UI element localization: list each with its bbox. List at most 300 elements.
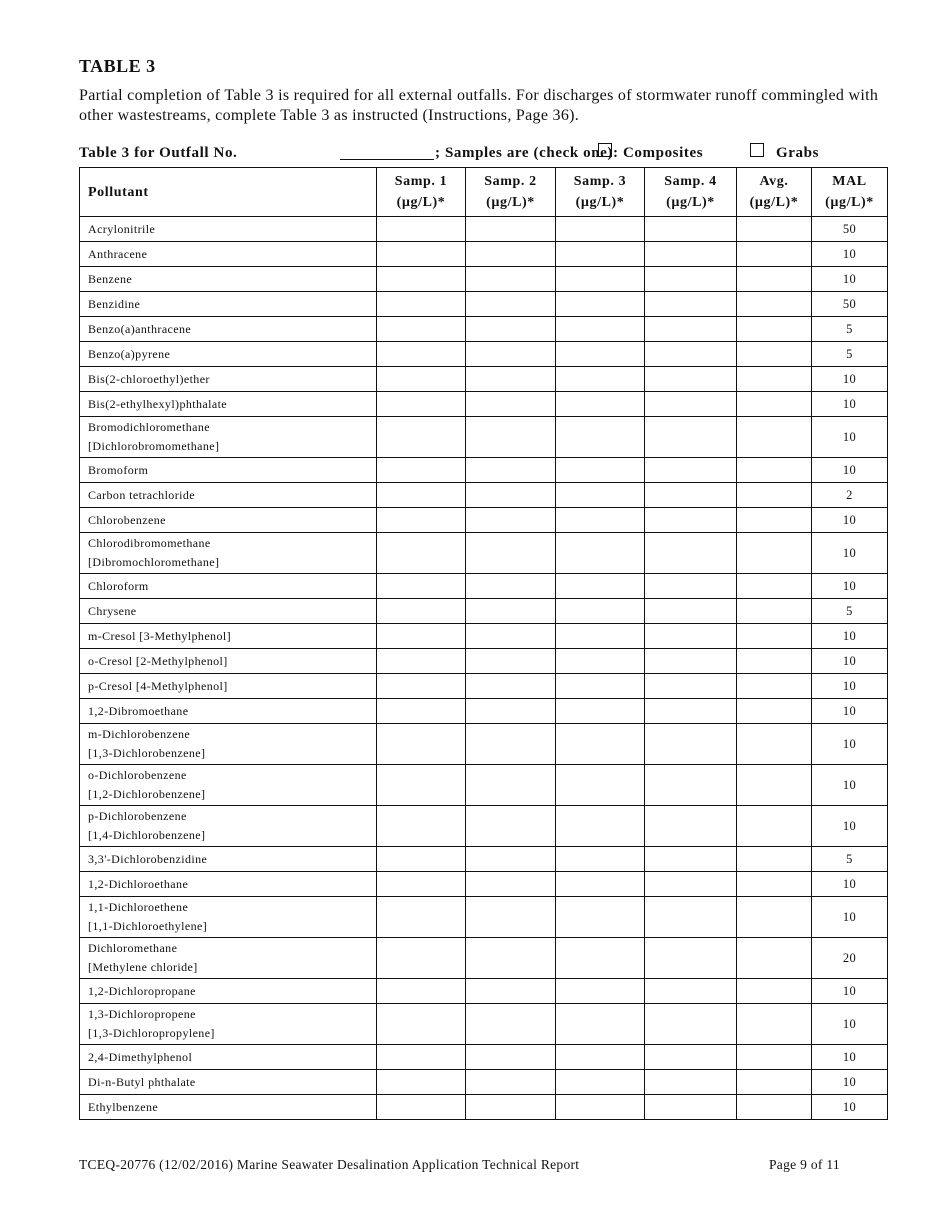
pollutant-name: 1,3-Dichloropropene: [88, 1007, 196, 1021]
table-row: [80, 483, 888, 508]
pollutant-synonym: [1,3-Dichloropropylene]: [88, 1026, 215, 1040]
samp1-input-cell[interactable]: [377, 483, 466, 508]
samp1-input-cell[interactable]: [377, 599, 466, 624]
samp2-input-cell[interactable]: [466, 847, 556, 872]
samp2-input-cell[interactable]: [466, 806, 556, 847]
samp3-input-cell[interactable]: [556, 367, 645, 392]
samp2-input-cell[interactable]: [466, 599, 556, 624]
samp1-input-cell[interactable]: [377, 342, 466, 367]
samp3-input-cell[interactable]: [556, 574, 645, 599]
samp1-input-cell[interactable]: [377, 417, 466, 458]
samp2-input-cell[interactable]: [466, 699, 556, 724]
mal-value: 10: [812, 699, 888, 724]
mal-value: 10: [812, 806, 888, 847]
samp4-input-cell[interactable]: [645, 1045, 737, 1070]
pollutant-name-cell: [80, 458, 377, 483]
samp4-input-cell[interactable]: [645, 483, 737, 508]
footer-page-number: Page 9 of 11: [769, 1157, 840, 1172]
outfall-label: Table 3 for Outfall No.: [79, 145, 238, 161]
pollutant-name: Chlorobenzene: [88, 512, 166, 527]
avg-input-cell[interactable]: [737, 458, 812, 483]
pollutant-name: m-Cresol [3-Methylphenol]: [88, 628, 231, 643]
mal-value: 5: [812, 317, 888, 342]
samp2-input-cell[interactable]: [466, 342, 556, 367]
avg-input-cell[interactable]: [737, 1045, 812, 1070]
pollutant-synonym: [1,1-Dichloroethylene]: [88, 919, 208, 933]
pollutant-synonym: [1,2-Dichlorobenzene]: [88, 787, 206, 801]
mal-value: 5: [812, 599, 888, 624]
mal-value: 10: [812, 392, 888, 417]
table-header-row: [80, 168, 888, 217]
samp2-input-cell[interactable]: [466, 765, 556, 806]
pollutant-name-cell: [80, 724, 377, 765]
samp3-input-cell[interactable]: [556, 417, 645, 458]
samp3-input-cell[interactable]: [556, 724, 645, 765]
avg-input-cell[interactable]: [737, 649, 812, 674]
samp4-input-cell[interactable]: [645, 217, 737, 242]
pollutant-name-cell: [80, 1095, 377, 1120]
pollutant-name: Dichloromethane: [88, 941, 178, 955]
samp1-input-cell[interactable]: [377, 1004, 466, 1045]
pollutant-name: Chloroform: [88, 578, 149, 593]
samp3-input-cell[interactable]: [556, 599, 645, 624]
outfall-line: [79, 143, 887, 165]
samp3-input-cell[interactable]: [556, 217, 645, 242]
mal-value: 10: [812, 872, 888, 897]
samp3-input-cell[interactable]: [556, 765, 645, 806]
pollutant-name: Benzene: [88, 271, 133, 286]
table-row: [80, 979, 888, 1004]
samp4-input-cell[interactable]: [645, 317, 737, 342]
samp4-input-cell[interactable]: [645, 724, 737, 765]
samp3-input-cell[interactable]: [556, 979, 645, 1004]
samp1-input-cell[interactable]: [377, 979, 466, 1004]
pollutant-name: Benzo(a)pyrene: [88, 346, 171, 361]
samp2-input-cell[interactable]: [466, 483, 556, 508]
table-row: [80, 1095, 888, 1120]
samp1-input-cell[interactable]: [377, 699, 466, 724]
samp2-input-cell[interactable]: [466, 367, 556, 392]
samp4-input-cell[interactable]: [645, 624, 737, 649]
pollutant-name-cell: [80, 674, 377, 699]
samp4-input-cell[interactable]: [645, 699, 737, 724]
samp3-input-cell[interactable]: [556, 897, 645, 938]
pollutant-name-cell: [80, 872, 377, 897]
samp1-input-cell[interactable]: [377, 367, 466, 392]
table-row: [80, 392, 888, 417]
mal-value: 10: [812, 417, 888, 458]
table-row: [80, 533, 888, 574]
pollutant-name-cell: [80, 533, 377, 574]
samp1-input-cell[interactable]: [377, 1070, 466, 1095]
pollutant-name: 2,4-Dimethylphenol: [88, 1049, 193, 1064]
mal-value: 10: [812, 508, 888, 533]
avg-input-cell[interactable]: [737, 624, 812, 649]
avg-input-cell[interactable]: [737, 699, 812, 724]
samp3-input-cell[interactable]: [556, 938, 645, 979]
samp1-input-cell[interactable]: [377, 806, 466, 847]
mal-value: 10: [812, 242, 888, 267]
pollutant-name-cell: [80, 317, 377, 342]
samp4-input-cell[interactable]: [645, 508, 737, 533]
pollutant-name: o-Cresol [2-Methylphenol]: [88, 653, 228, 668]
pollutant-name-cell: [80, 417, 377, 458]
pollutant-name: Chlorodibromomethane: [88, 536, 211, 550]
header-samp3: Samp. 3 (µg/L)*: [556, 168, 645, 217]
samp1-input-cell[interactable]: [377, 938, 466, 979]
pollutant-name-cell: [80, 217, 377, 242]
samp3-input-cell[interactable]: [556, 1045, 645, 1070]
avg-input-cell[interactable]: [737, 417, 812, 458]
pollutant-name-cell: [80, 765, 377, 806]
pollutant-synonym: [Methylene chloride]: [88, 960, 198, 974]
pollutant-name-cell: [80, 847, 377, 872]
samp1-input-cell[interactable]: [377, 1045, 466, 1070]
pollutant-name: 1,2-Dichloroethane: [88, 876, 189, 891]
samp1-input-cell[interactable]: [377, 508, 466, 533]
samp4-input-cell[interactable]: [645, 458, 737, 483]
samp3-input-cell[interactable]: [556, 458, 645, 483]
pollutant-name-cell: [80, 342, 377, 367]
avg-input-cell[interactable]: [737, 872, 812, 897]
samp4-input-cell[interactable]: [645, 1004, 737, 1045]
samp4-input-cell[interactable]: [645, 417, 737, 458]
samp1-input-cell[interactable]: [377, 897, 466, 938]
table-row: [80, 292, 888, 317]
pollutant-name: o-Dichlorobenzene: [88, 768, 187, 782]
pollutant-name: Bromoform: [88, 462, 149, 477]
header-avg: Avg. (µg/L)*: [737, 168, 812, 217]
mal-value: 10: [812, 1045, 888, 1070]
samp4-input-cell[interactable]: [645, 649, 737, 674]
avg-input-cell[interactable]: [737, 342, 812, 367]
samp1-input-cell[interactable]: [377, 574, 466, 599]
samp1-input-cell[interactable]: [377, 458, 466, 483]
samp2-input-cell[interactable]: [466, 872, 556, 897]
samp2-input-cell[interactable]: [466, 533, 556, 574]
pollutant-name-cell: [80, 1045, 377, 1070]
pollutant-name: Bis(2-chloroethyl)ether: [88, 371, 210, 386]
samp4-input-cell[interactable]: [645, 392, 737, 417]
samp2-input-cell[interactable]: [466, 267, 556, 292]
avg-input-cell[interactable]: [737, 267, 812, 292]
grabs-label: Grabs: [776, 145, 820, 161]
samp4-input-cell[interactable]: [645, 847, 737, 872]
pollutant-name-cell: [80, 242, 377, 267]
table-row: [80, 765, 888, 806]
samp3-input-cell[interactable]: [556, 872, 645, 897]
samp3-input-cell[interactable]: [556, 267, 645, 292]
samp3-input-cell[interactable]: [556, 847, 645, 872]
mal-value: 10: [812, 1004, 888, 1045]
header-samp4: Samp. 4 (µg/L)*: [645, 168, 737, 217]
pollutant-name-cell: [80, 938, 377, 979]
pollutant-name: Acrylonitrile: [88, 221, 156, 236]
samp3-input-cell[interactable]: [556, 806, 645, 847]
grabs-checkbox[interactable]: [750, 143, 764, 157]
samp2-input-cell[interactable]: [466, 292, 556, 317]
samp3-input-cell[interactable]: [556, 649, 645, 674]
pollutant-name-cell: [80, 649, 377, 674]
samp2-input-cell[interactable]: [466, 724, 556, 765]
table-row: [80, 574, 888, 599]
samp3-input-cell[interactable]: [556, 624, 645, 649]
pollutant-name: Bromodichloromethane: [88, 420, 210, 434]
avg-input-cell[interactable]: [737, 1070, 812, 1095]
samp4-input-cell[interactable]: [645, 872, 737, 897]
samp1-input-cell[interactable]: [377, 674, 466, 699]
samp1-input-cell[interactable]: [377, 242, 466, 267]
composites-label: Composites: [623, 145, 704, 161]
table-row: [80, 242, 888, 267]
samp3-input-cell[interactable]: [556, 1070, 645, 1095]
samp1-input-cell[interactable]: [377, 267, 466, 292]
avg-input-cell[interactable]: [737, 508, 812, 533]
pollutant-name-cell: [80, 624, 377, 649]
mal-value: 10: [812, 897, 888, 938]
samp4-input-cell[interactable]: [645, 674, 737, 699]
table-row: [80, 699, 888, 724]
samp4-input-cell[interactable]: [645, 979, 737, 1004]
mal-value: 10: [812, 649, 888, 674]
avg-input-cell[interactable]: [737, 1095, 812, 1120]
samp2-input-cell[interactable]: [466, 317, 556, 342]
samp1-input-cell[interactable]: [377, 724, 466, 765]
mal-value: 10: [812, 624, 888, 649]
samp3-input-cell[interactable]: [556, 674, 645, 699]
samp4-input-cell[interactable]: [645, 765, 737, 806]
samp1-input-cell[interactable]: [377, 392, 466, 417]
mal-value: 10: [812, 724, 888, 765]
table-row: [80, 1004, 888, 1045]
samp2-input-cell[interactable]: [466, 897, 556, 938]
table-row: [80, 1070, 888, 1095]
avg-input-cell[interactable]: [737, 897, 812, 938]
avg-input-cell[interactable]: [737, 217, 812, 242]
mal-value: 5: [812, 342, 888, 367]
pollutant-name-cell: [80, 1070, 377, 1095]
mal-value: 2: [812, 483, 888, 508]
pollutant-name-cell: [80, 1004, 377, 1045]
samp1-input-cell[interactable]: [377, 292, 466, 317]
samp2-input-cell[interactable]: [466, 458, 556, 483]
table-title: TABLE 3: [79, 56, 156, 76]
table-row: [80, 599, 888, 624]
mal-value: 5: [812, 847, 888, 872]
avg-input-cell[interactable]: [737, 367, 812, 392]
samples-label: ; Samples are (check one):: [435, 145, 619, 161]
mal-value: 50: [812, 217, 888, 242]
table-row: [80, 806, 888, 847]
samp1-input-cell[interactable]: [377, 649, 466, 674]
avg-input-cell[interactable]: [737, 292, 812, 317]
samp3-input-cell[interactable]: [556, 317, 645, 342]
samp4-input-cell[interactable]: [645, 267, 737, 292]
table-row: [80, 624, 888, 649]
samp4-input-cell[interactable]: [645, 367, 737, 392]
avg-input-cell[interactable]: [737, 674, 812, 699]
samp1-input-cell[interactable]: [377, 624, 466, 649]
avg-input-cell[interactable]: [737, 483, 812, 508]
samp2-input-cell[interactable]: [466, 979, 556, 1004]
pollutant-name: Anthracene: [88, 246, 148, 261]
mal-value: 10: [812, 765, 888, 806]
pollutant-name: Benzidine: [88, 296, 141, 311]
samp2-input-cell[interactable]: [466, 649, 556, 674]
outfall-number-field[interactable]: [340, 159, 434, 160]
pollutant-name-cell: [80, 979, 377, 1004]
samp3-input-cell[interactable]: [556, 342, 645, 367]
samp4-input-cell[interactable]: [645, 342, 737, 367]
pollutant-name-cell: [80, 806, 377, 847]
samp2-input-cell[interactable]: [466, 1004, 556, 1045]
table-row: [80, 897, 888, 938]
samp1-input-cell[interactable]: [377, 765, 466, 806]
samp1-input-cell[interactable]: [377, 217, 466, 242]
samp4-input-cell[interactable]: [645, 599, 737, 624]
mal-value: 50: [812, 292, 888, 317]
avg-input-cell[interactable]: [737, 392, 812, 417]
table-row: [80, 367, 888, 392]
avg-input-cell[interactable]: [737, 979, 812, 1004]
samp2-input-cell[interactable]: [466, 624, 556, 649]
samp1-input-cell[interactable]: [377, 847, 466, 872]
header-samp2: Samp. 2 (µg/L)*: [466, 168, 556, 217]
samp3-input-cell[interactable]: [556, 533, 645, 574]
pollutant-synonym: [1,4-Dichlorobenzene]: [88, 828, 206, 842]
avg-input-cell[interactable]: [737, 806, 812, 847]
samp4-input-cell[interactable]: [645, 1095, 737, 1120]
samp1-input-cell[interactable]: [377, 533, 466, 574]
table-row: [80, 217, 888, 242]
samp4-input-cell[interactable]: [645, 938, 737, 979]
mal-value: 10: [812, 574, 888, 599]
avg-input-cell[interactable]: [737, 724, 812, 765]
pollutant-name-cell: [80, 292, 377, 317]
mal-value: 10: [812, 674, 888, 699]
samp4-input-cell[interactable]: [645, 242, 737, 267]
table-row: [80, 342, 888, 367]
table-row: [80, 938, 888, 979]
pollutant-name: Bis(2-ethylhexyl)phthalate: [88, 396, 228, 411]
pollutant-name: 1,2-Dibromoethane: [88, 703, 189, 718]
pollutant-name: p-Cresol [4-Methylphenol]: [88, 678, 228, 693]
samp3-input-cell[interactable]: [556, 1095, 645, 1120]
pollutant-name-cell: [80, 574, 377, 599]
pollutant-name: 1,1-Dichloroethene: [88, 900, 189, 914]
avg-input-cell[interactable]: [737, 599, 812, 624]
header-pollutant: Pollutant: [80, 168, 377, 217]
avg-input-cell[interactable]: [737, 533, 812, 574]
samp4-input-cell[interactable]: [645, 292, 737, 317]
table-row: [80, 649, 888, 674]
table-row: [80, 458, 888, 483]
samp4-input-cell[interactable]: [645, 897, 737, 938]
samp3-input-cell[interactable]: [556, 242, 645, 267]
pollutant-name: Benzo(a)anthracene: [88, 321, 192, 336]
samp1-input-cell[interactable]: [377, 872, 466, 897]
pollutant-name-cell: [80, 508, 377, 533]
table-row: [80, 1045, 888, 1070]
samp3-input-cell[interactable]: [556, 1004, 645, 1045]
pollutant-name: Di-n-Butyl phthalate: [88, 1074, 196, 1089]
pollutant-name: m-Dichlorobenzene: [88, 727, 191, 741]
pollutant-name-cell: [80, 267, 377, 292]
pollutant-name: Carbon tetrachloride: [88, 487, 195, 502]
samp4-input-cell[interactable]: [645, 806, 737, 847]
pollutant-synonym: [Dichlorobromomethane]: [88, 439, 220, 453]
pollutant-synonym: [1,3-Dichlorobenzene]: [88, 746, 206, 760]
samp1-input-cell[interactable]: [377, 317, 466, 342]
samp3-input-cell[interactable]: [556, 392, 645, 417]
pollutant-name-cell: [80, 392, 377, 417]
header-samp1: Samp. 1 (µg/L)*: [377, 168, 466, 217]
pollutant-name: 1,2-Dichloropropane: [88, 983, 196, 998]
samp1-input-cell[interactable]: [377, 1095, 466, 1120]
intro-paragraph: Partial completion of Table 3 is required for all external outfalls. For discharges of stormwater runoff commingled with other wastestreams, complete Table 3 as instructed (Instructions, Page 36).: [79, 87, 879, 124]
table-row: [80, 872, 888, 897]
samp2-input-cell[interactable]: [466, 508, 556, 533]
samp4-input-cell[interactable]: [645, 574, 737, 599]
samp2-input-cell[interactable]: [466, 242, 556, 267]
footer-form-id: TCEQ-20776 (12/02/2016) Marine Seawater Desalination Application Technical Report: [79, 1157, 580, 1172]
samp4-input-cell[interactable]: [645, 1070, 737, 1095]
table-row: [80, 674, 888, 699]
samp2-input-cell[interactable]: [466, 217, 556, 242]
table-row: [80, 508, 888, 533]
pollutant-name: Chrysene: [88, 603, 137, 618]
samp3-input-cell[interactable]: [556, 699, 645, 724]
avg-input-cell[interactable]: [737, 847, 812, 872]
pollutant-name: 3,3'-Dichlorobenzidine: [88, 851, 208, 866]
header-mal: MAL (µg/L)*: [812, 168, 888, 217]
samp2-input-cell[interactable]: [466, 392, 556, 417]
mal-value: 10: [812, 367, 888, 392]
mal-value: 10: [812, 979, 888, 1004]
avg-input-cell[interactable]: [737, 1004, 812, 1045]
table-row: [80, 267, 888, 292]
samp2-input-cell[interactable]: [466, 938, 556, 979]
mal-value: 10: [812, 1070, 888, 1095]
samp2-input-cell[interactable]: [466, 1070, 556, 1095]
samp2-input-cell[interactable]: [466, 1045, 556, 1070]
pollutant-name-cell: [80, 599, 377, 624]
samp4-input-cell[interactable]: [645, 533, 737, 574]
samp2-input-cell[interactable]: [466, 574, 556, 599]
composites-checkbox[interactable]: [598, 143, 612, 157]
pollutant-synonym: [Dibromochloromethane]: [88, 555, 220, 569]
samp3-input-cell[interactable]: [556, 483, 645, 508]
mal-value: 20: [812, 938, 888, 979]
table-row: [80, 417, 888, 458]
samp2-input-cell[interactable]: [466, 1095, 556, 1120]
avg-input-cell[interactable]: [737, 242, 812, 267]
table-row: [80, 847, 888, 872]
pollutant-name-cell: [80, 699, 377, 724]
pollutant-name: Ethylbenzene: [88, 1099, 159, 1114]
mal-value: 10: [812, 267, 888, 292]
avg-input-cell[interactable]: [737, 317, 812, 342]
avg-input-cell[interactable]: [737, 938, 812, 979]
samp2-input-cell[interactable]: [466, 674, 556, 699]
mal-value: 10: [812, 533, 888, 574]
samp3-input-cell[interactable]: [556, 508, 645, 533]
samp3-input-cell[interactable]: [556, 292, 645, 317]
avg-input-cell[interactable]: [737, 765, 812, 806]
samp2-input-cell[interactable]: [466, 417, 556, 458]
pollutant-table: [79, 167, 888, 1120]
avg-input-cell[interactable]: [737, 574, 812, 599]
